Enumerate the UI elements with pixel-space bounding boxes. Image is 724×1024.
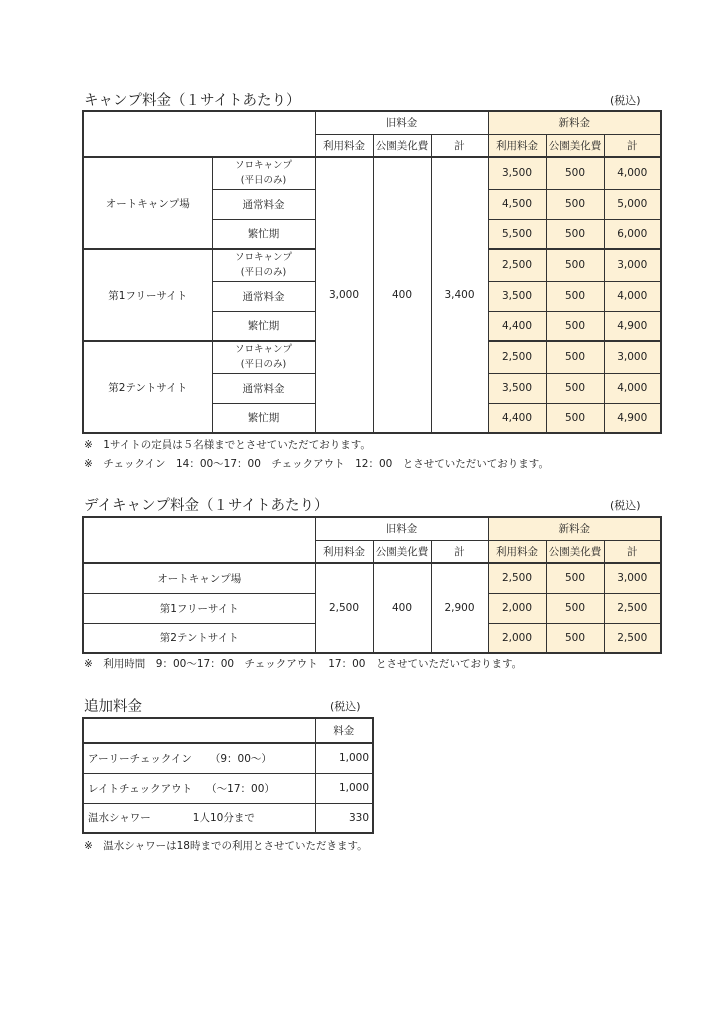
- day-old-col-park: 公園美化費: [373, 540, 431, 563]
- camp-header-blank: [83, 111, 315, 157]
- day-old-col-total: 計: [431, 540, 488, 563]
- camp-note-checkin: ※ チェックイン 14：00～17：00 チェックアウト 12：00 とさせていただいております。: [84, 458, 549, 470]
- extra-item-name: レイトチェックアウト （～17：00）: [83, 773, 315, 803]
- extra-note-shower: ※ 温水シャワーは18時までの利用とさせていただきます。: [84, 840, 368, 852]
- row-label: ソロキャンプ (平日のみ): [212, 249, 315, 281]
- day-fee-table: [82, 516, 662, 654]
- new-park: 500: [546, 373, 604, 403]
- day-tax-label: (税込): [610, 499, 641, 512]
- site-name: 第1フリーサイト: [83, 593, 315, 623]
- camp-fee-table: [82, 110, 662, 434]
- camp-new-header: 新料金: [488, 111, 661, 134]
- day-section-title: デイキャンプ料金（１サイトあたり）: [84, 498, 329, 514]
- day-old-park: 400: [373, 563, 431, 653]
- extra-header-blank: [83, 718, 315, 743]
- extra-item-name: アーリーチェックイン （9：00～）: [83, 743, 315, 773]
- camp-tax-label: (税込): [610, 94, 641, 107]
- day-old-total: 2,900: [431, 563, 488, 653]
- new-total: 5,000: [604, 189, 661, 219]
- camp-new-col-usage: 利用料金: [488, 134, 546, 157]
- new-park: 500: [546, 281, 604, 311]
- table-row: [83, 157, 661, 189]
- new-usage: 4,400: [488, 311, 546, 341]
- extra-tax-label: (税込): [330, 700, 361, 713]
- day-note-hours: ※ 利用時間 9：00～17：00 チェックアウト 17：00 とさせていただいております。: [84, 658, 523, 670]
- extra-fee-table: [82, 717, 374, 834]
- camp-new-col-total: 計: [604, 134, 661, 157]
- extra-item-fee: 330: [315, 803, 373, 833]
- new-total: 2,500: [604, 623, 661, 653]
- row-label: 通常料金: [212, 189, 315, 219]
- camp-note-capacity: ※ 1サイトの定員は５名様までとさせていただております。: [84, 439, 371, 451]
- day-header-blank: [83, 517, 315, 563]
- extra-section-title: 追加料金: [84, 699, 142, 715]
- new-total: 4,000: [604, 373, 661, 403]
- day-new-col-usage: 利用料金: [488, 540, 546, 563]
- extra-col-fee: 料金: [315, 718, 373, 743]
- camp-old-park: 400: [373, 157, 431, 433]
- new-total: 2,500: [604, 593, 661, 623]
- new-total: 6,000: [604, 219, 661, 249]
- new-usage: 2,500: [488, 341, 546, 373]
- row-label: ソロキャンプ (平日のみ): [212, 157, 315, 189]
- new-total: 3,000: [604, 341, 661, 373]
- camp-old-col-usage: 利用料金: [315, 134, 373, 157]
- new-usage: 2,500: [488, 249, 546, 281]
- day-old-header: 旧料金: [315, 517, 488, 540]
- new-park: 500: [546, 593, 604, 623]
- row-label: 通常料金: [212, 281, 315, 311]
- camp-old-col-total: 計: [431, 134, 488, 157]
- new-usage: 3,500: [488, 373, 546, 403]
- new-park: 500: [546, 249, 604, 281]
- site-name: 第2テントサイト: [83, 341, 212, 433]
- day-old-col-usage: 利用料金: [315, 540, 373, 563]
- camp-old-total: 3,400: [431, 157, 488, 433]
- table-row: [83, 743, 373, 773]
- new-park: 500: [546, 563, 604, 593]
- table-row: [83, 563, 661, 593]
- extra-item-name: 温水シャワー 1人10分まで: [83, 803, 315, 833]
- extra-item-fee: 1,000: [315, 743, 373, 773]
- day-new-col-total: 計: [604, 540, 661, 563]
- camp-new-col-park: 公園美化費: [546, 134, 604, 157]
- new-total: 4,000: [604, 157, 661, 189]
- row-label: 繁忙期: [212, 311, 315, 341]
- camp-section-title: キャンプ料金（１サイトあたり）: [84, 93, 301, 109]
- site-name: 第2テントサイト: [83, 623, 315, 653]
- new-total: 4,900: [604, 403, 661, 433]
- new-park: 500: [546, 311, 604, 341]
- new-total: 4,000: [604, 281, 661, 311]
- new-usage: 5,500: [488, 219, 546, 249]
- new-total: 4,900: [604, 311, 661, 341]
- new-park: 500: [546, 219, 604, 249]
- new-usage: 2,000: [488, 593, 546, 623]
- new-usage: 3,500: [488, 281, 546, 311]
- day-new-col-park: 公園美化費: [546, 540, 604, 563]
- new-park: 500: [546, 341, 604, 373]
- row-label: 繁忙期: [212, 219, 315, 249]
- new-usage: 4,500: [488, 189, 546, 219]
- table-row: [83, 773, 373, 803]
- row-label: ソロキャンプ (平日のみ): [212, 341, 315, 373]
- day-old-usage: 2,500: [315, 563, 373, 653]
- row-label: 通常料金: [212, 373, 315, 403]
- new-usage: 2,000: [488, 623, 546, 653]
- new-total: 3,000: [604, 249, 661, 281]
- camp-old-usage: 3,000: [315, 157, 373, 433]
- site-name: オートキャンプ場: [83, 157, 212, 249]
- new-total: 3,000: [604, 563, 661, 593]
- new-park: 500: [546, 157, 604, 189]
- site-name: 第1フリーサイト: [83, 249, 212, 341]
- new-usage: 4,400: [488, 403, 546, 433]
- new-park: 500: [546, 403, 604, 433]
- new-usage: 2,500: [488, 563, 546, 593]
- new-park: 500: [546, 623, 604, 653]
- camp-old-col-park: 公園美化費: [373, 134, 431, 157]
- camp-old-header: 旧料金: [315, 111, 488, 134]
- extra-item-fee: 1,000: [315, 773, 373, 803]
- new-usage: 3,500: [488, 157, 546, 189]
- day-new-header: 新料金: [488, 517, 661, 540]
- new-park: 500: [546, 189, 604, 219]
- site-name: オートキャンプ場: [83, 563, 315, 593]
- table-row: [83, 803, 373, 833]
- row-label: 繁忙期: [212, 403, 315, 433]
